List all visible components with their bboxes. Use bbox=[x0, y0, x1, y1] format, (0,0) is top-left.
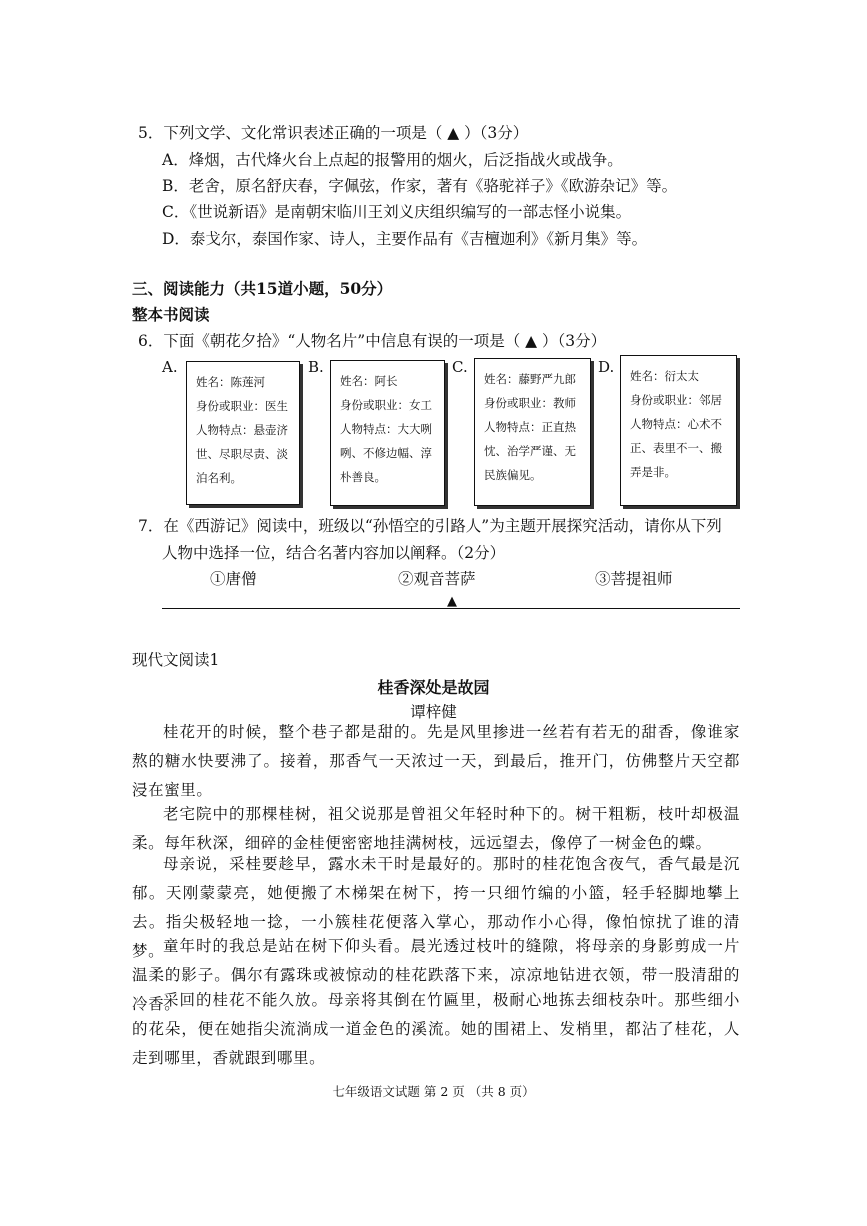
character-card-b bbox=[330, 360, 445, 506]
card-line: 民族偏见。 bbox=[484, 468, 542, 482]
q7-stem-line1: 7．在《西游记》阅读中，班级以“孙悟空的引路人”为主题开展探究活动，请你从下列 bbox=[138, 517, 722, 535]
article-paragraph: 采回的桂花不能久放。母亲将其倒在竹匾里，极耐心地拣去细枝杂叶。那些细小的花朵，便在她指尖流淌成一道金色的溪流。她的围裙上、发梢里，都沾了桂花，人走到哪里，香就跟到哪里。 bbox=[132, 991, 740, 1067]
card-line: 身份或职业：教师 bbox=[484, 396, 576, 410]
card-line: 姓名：阿长 bbox=[340, 374, 398, 388]
card-line: 人物特点：大大咧 bbox=[340, 422, 432, 436]
card-line: 姓名：衍太太 bbox=[630, 369, 699, 383]
reading-label: 现代文阅读1 bbox=[132, 651, 220, 669]
q7-stem-line2: 人物中选择一位，结合名著内容加以阐释。（2分） bbox=[162, 544, 506, 562]
card-line: 身份或职业：女工 bbox=[340, 398, 432, 412]
section-subheading: 整本书阅读 bbox=[132, 305, 210, 324]
card-line: 正、表里不一、搬 bbox=[630, 441, 722, 455]
card-line: 世、尽职尽责、淡 bbox=[196, 447, 288, 461]
answer-line bbox=[162, 608, 740, 609]
answer-triangle-icon: ▲ bbox=[447, 594, 457, 609]
q7-choice-1: ①唐僧 bbox=[210, 570, 257, 588]
card-line: 咧、不修边幅、淳 bbox=[340, 446, 432, 460]
q5-option-b: B．老舍，原名舒庆春，字佩弦，作家，著有《骆驼祥子》《欧游杂记》等。 bbox=[162, 177, 678, 195]
card-line: 人物特点：正直热 bbox=[484, 420, 576, 434]
card-c-letter: C. bbox=[452, 358, 468, 376]
article-paragraph: 童年时的我总是站在树下仰头看。晨光透过枝叶的缝隙，将母亲的身影剪成一片温柔的影子。偶尔有露珠或被惊动的桂花跌落下来，凉凉地钻进衣领，带一股清甜的冷香。 bbox=[132, 937, 740, 1013]
q5-option-d: D．泰戈尔，泰国作家、诗人，主要作品有《吉檀迦利》《新月集》等。 bbox=[162, 230, 648, 248]
q7-choice-2: ②观音菩萨 bbox=[398, 570, 476, 588]
article-paragraph: 桂花开的时候，整个巷子都是甜的。先是风里掺进一丝若有若无的甜香，像谁家熬的糖水快要沸了。接着，那香气一天浓过一天，到最后，推开门，仿佛整片天空都浸在蜜里。 bbox=[132, 723, 740, 799]
card-b-letter: B. bbox=[308, 358, 324, 376]
page-footer: 七年级语文试题 第 2 页 （共 8 页） bbox=[332, 1084, 535, 1099]
card-line: 姓名：藤野严九郎 bbox=[484, 372, 576, 386]
article-paragraph: 老宅院中的那棵桂树，祖父说那是曾祖父年轻时种下的。树干粗粝，枝叶却极温柔。每年秋深，细碎的金桂便密密地挂满树枝，远远望去，像停了一树金色的蝶。 bbox=[132, 805, 740, 852]
card-a-letter: A. bbox=[162, 358, 178, 376]
article-author: 谭梓健 bbox=[410, 703, 457, 721]
card-line: 姓名：陈莲河 bbox=[196, 375, 265, 389]
q5-stem: 5．下列文学、文化常识表述正确的一项是（ ▲ ）（3分） bbox=[138, 124, 529, 142]
q7-choice-3: ③菩提祖师 bbox=[595, 570, 673, 588]
article-paragraph: 母亲说，采桂要趁早，露水未干时是最好的。那时的桂花饱含夜气，香气最是沉郁。天刚蒙蒙亮，她便搬了木梯架在树下，挎一只细竹编的小篮，轻手轻脚地攀上去。指尖极轻地一捻，一小簇桂花便落入掌心，那动作小心得，像怕惊扰了谁的清梦。 bbox=[132, 855, 740, 960]
card-line: 身份或职业：邻居 bbox=[630, 393, 722, 407]
character-card-d bbox=[620, 355, 737, 506]
card-line: 人物特点：悬壶济 bbox=[196, 423, 288, 437]
card-line: 人物特点：心术不 bbox=[630, 417, 722, 431]
section-heading: 三、阅读能力（共15道小题，50分） bbox=[132, 279, 393, 298]
card-line: 忱、治学严谨、无 bbox=[484, 444, 576, 458]
card-line: 弄是非。 bbox=[630, 465, 676, 479]
card-d-letter: D. bbox=[598, 358, 615, 376]
article-title: 桂香深处是故园 bbox=[377, 678, 490, 697]
card-line: 泊名利。 bbox=[196, 471, 242, 485]
q6-stem: 6．下面《朝花夕拾》“人物名片”中信息有误的一项是（ ▲ ）（3分） bbox=[138, 332, 607, 350]
card-line: 身份或职业：医生 bbox=[196, 399, 288, 413]
card-line: 朴善良。 bbox=[340, 470, 386, 484]
q5-option-a: A．烽烟，古代烽火台上点起的报警用的烟火，后泛指战火或战争。 bbox=[162, 151, 623, 169]
character-card-a bbox=[186, 361, 300, 505]
character-card-c bbox=[474, 358, 591, 506]
q5-option-c: C．《世说新语》是南朝宋临川王刘义庆组织编写的一部志怪小说集。 bbox=[162, 203, 632, 221]
